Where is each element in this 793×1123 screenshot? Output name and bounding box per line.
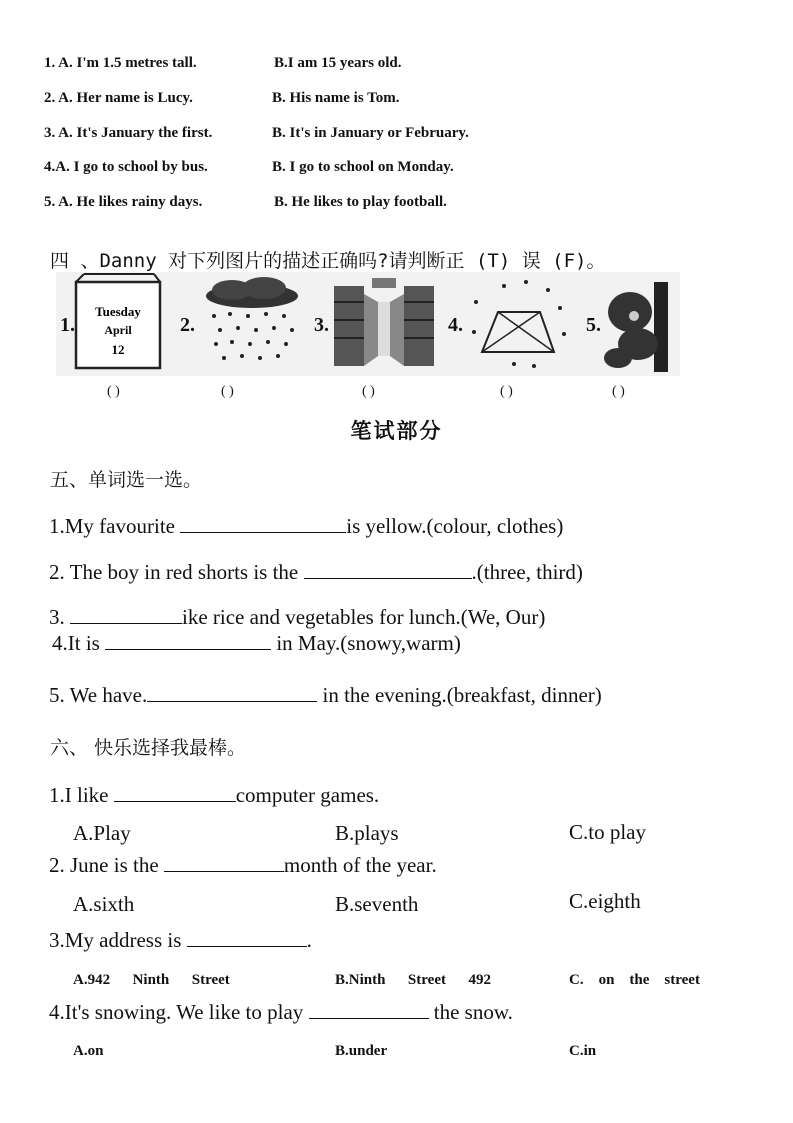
written-part-heading: 笔试部分 — [350, 419, 443, 443]
q2-blank[interactable] — [164, 853, 284, 872]
calendar-month: April — [104, 323, 132, 337]
item-5-blank[interactable] — [147, 683, 317, 702]
answer-3a: 3. A. It's January the first. — [44, 125, 213, 141]
q1-post: computer games. — [235, 783, 380, 807]
answer-4b: B. I go to school on Monday. — [272, 159, 454, 175]
item-2-pre: 2. The boy in red shorts is the — [49, 560, 304, 584]
answer-paren-1[interactable]: ( ) — [107, 384, 120, 399]
answer-paren-2[interactable]: ( ) — [221, 384, 234, 399]
section6-question-1 — [49, 783, 379, 808]
q4-pre: 4.It's snowing. We like to play — [49, 1000, 309, 1024]
picture-number-1: 1. — [60, 314, 75, 336]
q1-option-b[interactable]: B.plays — [335, 821, 399, 845]
section6-question-4 — [49, 1000, 513, 1025]
answer-2a: 2. A. Her name is Lucy. — [44, 90, 193, 106]
q3-blank[interactable] — [187, 928, 307, 947]
item-1-post: is yellow.(colour, clothes) — [346, 514, 564, 538]
item-5-post: in the evening.(breakfast, dinner) — [317, 683, 602, 707]
section5-title: 五、单词选一选。 — [50, 469, 203, 491]
section6-question-2 — [49, 853, 437, 878]
q4-post: the snow. — [428, 1000, 513, 1024]
item-4-blank[interactable] — [105, 631, 271, 650]
item-4-pre: 4.It is — [52, 631, 106, 655]
calendar-picture — [74, 272, 166, 376]
picture-number-4: 4. — [448, 314, 463, 336]
q3-option-c[interactable]: C. on the street — [569, 972, 700, 988]
answer-3b: B. It's in January or February. — [272, 125, 469, 141]
answer-paren-3[interactable]: ( ) — [362, 384, 375, 399]
q3-post: . — [306, 928, 312, 952]
q2-option-a[interactable]: A.sixth — [73, 892, 135, 916]
q1-option-a[interactable]: A.Play — [73, 821, 131, 845]
answer-4a: 4.A. I go to school by bus. — [44, 159, 208, 175]
calendar-date: 12 — [111, 342, 125, 357]
q4-option-b[interactable]: B.under — [335, 1043, 388, 1059]
answer-paren-5[interactable]: ( ) — [612, 384, 625, 399]
q1-pre: 1.I like — [49, 783, 114, 807]
section5-item-3 — [49, 605, 545, 630]
section5-item-1 — [49, 514, 563, 539]
library-picture — [332, 272, 436, 376]
rain-cloud-picture — [202, 272, 302, 376]
section5-item-5 — [49, 683, 602, 708]
q4-option-c[interactable]: C.in — [569, 1043, 597, 1059]
section6-question-3 — [49, 928, 312, 953]
math-picture — [464, 272, 574, 376]
q2-option-b[interactable]: B.seventh — [335, 892, 419, 916]
q1-option-c[interactable]: C.to play — [569, 820, 646, 844]
q2-post: month of the year. — [283, 853, 437, 877]
section5-item-4 — [52, 631, 461, 656]
item-3-post: ike rice and vegetables for lunch.(We, Our) — [182, 605, 546, 629]
q4-blank[interactable] — [309, 1000, 429, 1019]
item-1-blank[interactable] — [180, 514, 346, 533]
q3-option-b[interactable]: B.Ninth Street 492 — [335, 972, 491, 988]
section4-title: 四 、Danny 对下列图片的描述正确吗?请判断正 (T) 误 (F)。 — [50, 250, 606, 272]
answer-2b: B. His name is Tom. — [272, 90, 400, 106]
item-3-blank[interactable] — [70, 605, 182, 624]
item-2-blank[interactable] — [304, 560, 472, 579]
q2-option-c[interactable]: C.eighth — [569, 889, 641, 913]
q3-option-a[interactable]: A.942 Ninth Street — [73, 972, 230, 988]
section5-item-2 — [49, 560, 583, 585]
answer-5b: B. He likes to play football. — [274, 194, 447, 210]
picture-number-5: 5. — [586, 314, 601, 336]
calendar-day: Tuesday — [95, 304, 141, 319]
item-4-post: in May.(snowy,warm) — [271, 631, 461, 655]
picture-number-2: 2. — [180, 314, 195, 336]
answer-1a: 1. A. I'm 1.5 metres tall. — [44, 55, 197, 71]
item-1-pre: 1.My favourite — [49, 514, 181, 538]
answer-paren-4[interactable]: ( ) — [500, 384, 513, 399]
item-5-pre: 5. We have. — [49, 683, 148, 707]
answer-1b: B.I am 15 years old. — [274, 55, 402, 71]
item-2-post: .(three, third) — [471, 560, 583, 584]
answer-5a: 5. A. He likes rainy days. — [44, 194, 203, 210]
q1-blank[interactable] — [114, 783, 236, 802]
tree-picture — [604, 272, 680, 376]
q4-option-a[interactable]: A.on — [73, 1043, 104, 1059]
item-3-pre: 3. — [49, 605, 70, 629]
q3-pre: 3.My address is — [49, 928, 187, 952]
picture-number-3: 3. — [314, 314, 329, 336]
section6-title: 六、 快乐选择我最棒。 — [50, 737, 247, 759]
q2-pre: 2. June is the — [49, 853, 164, 877]
picture-strip — [56, 272, 680, 376]
